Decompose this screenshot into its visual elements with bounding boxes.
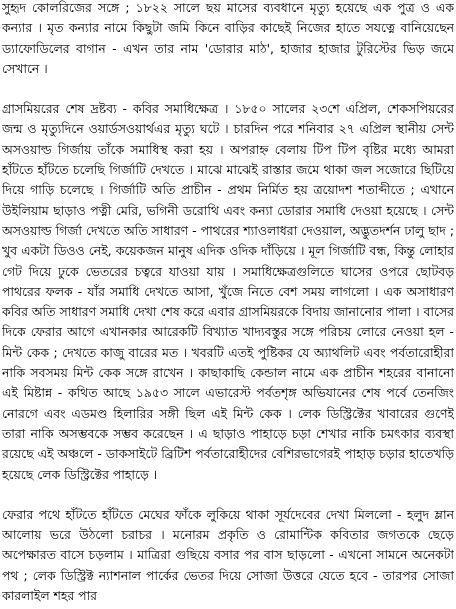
paragraph-dora-field: সুহৃদ কোলরিজের সঙ্গে ; ১৮২২ সালে ছয় মাসের ব্যবধানে মৃত্যু হয়েছে এক পুত্র ও এক কন্যার । মৃত কন্যার নামে কিছুটা জমি কিনে বাড়ির কাছেই নিজের হাতে সযত্নে বানিয়েছেন ড্যাফোডিলের বাগান - এখন তার নাম 'ডোরার মাঠ', হাজার হাজার টুরিস্টের ভিড় জমে সেখানে । bbox=[2, 0, 454, 76]
paragraph-grave: গ্রাসমিয়রের শেষ দ্রষ্টব্য - কবির সমাধিক্ষেত্র । ১৮৫০ সালের ২৩শে এপ্রিল, শেকসপিয়রের জন্ম ও মৃত্যুদিনে ওয়ার্ডসওয়ার্থএর মৃত্যু ঘটে । চারদিন পরে শনিবার ২৭ এপ্রিল স্থানীয় সেন্ট অসওয়াল্ড গির্জায় তাঁকে সমাধিস্থ করা হয় । অপরাহ্ন বেলায় টিপ টিপ বৃষ্টির মধ্যে আমরা হাঁটতে হাঁটতে চলেছি গির্জাটি দেখতে । মাঝে মাঝেই রাস্তার জমে থাকা জল সজোরে ছিটিয়ে দিয়ে গাড়ি চলেছে । গির্জাটি অতি প্রাচীন - প্রথম নির্মিত হয় ত্রয়োদশ শতাব্দীতে ; এখানে উইলিয়াম ছাড়াও পত্নী মেরি, ভগিনী ডরোথি এবং কন্যা ডোরার সমাধি দেওয়া হয়েছে । সেন্ট অসওয়াল্ড গির্জা দেখতে অতি সাধারণ - পাথরের শ্যাওলাধরা দেওয়াল, অদ্ভুতদর্শন ঢালু ছাদ ; খুব একটা ডিওও নেই, কয়েকজন মানুষ এদিক ওদিক দাঁড়িয়ে । মূল গির্জাটি বন্ধ, কিন্তু লোহার গেট দিয়ে ঢুকে ভেতরের চত্বরে যাওয়া যায় । সমাধিক্ষেত্রগুলিতে ঘাসের ওপরে ছোটবড় পাথরের ফলক - যাঁর সমাধি দেখতে আসা, খুঁজে নিতে বেশ সময় লাগলো । এক অসাধারণ কবির অতি সাধারণ সমাধি দেখা শেষ করে এবার গ্রাসমিয়রকে বিদায় জানানোর পালা । বাসের দিকে ফেরার আগে এখানকার আরেকটি বিখ্যাত খাদ্যবস্তুর সঙ্গে পরিচয় লোরে নেওয়া হল - মিন্ট কেক ; দেখতে কাজু বারের মত । খবরটি এতই পুষ্টিকর যে অ্যাথলিট এবং পর্বতারোহীরা নাকি সবসময় মিন্ট কেক সঙ্গে রাখেন । কাছাকাছি কেন্ডাল নামে এক প্রাচীন শহরের বানানো এই মিষ্টান্ন - কথিত আছে ১৯৫৩ সালে এভারেস্ট পর্বতশৃঙ্গ অভিযানের শেষ পর্বে তেনজিং নোরগে এবং এডমণ্ড হিলারির সঙ্গী ছিল এই মিন্ট কেক । লেক ডিস্ট্রিক্টের খাবারের গুণেই তারা নাকি অসম্ভবকে সম্ভব করেছেন । এ ছাড়াও পাহাড়ে চড়া শেখার নাকি চমৎকার ব্যবস্থা রয়েছে এই অঞ্চলে - ডাকসাইটে ব্রিটিশ পর্বতারোহীদের বেশিরভাগেরই পাহাড় চড়ার হাতেখড়ি হয়েছে লেক ডিস্ট্রিক্টের পাহাড়ে । bbox=[2, 101, 454, 482]
document-page bbox=[2, 0, 454, 609]
paragraph-return-journey: ফেরার পথে হাঁটতে হাঁটতে মেঘের ফাঁকে লুকিয়ে থাকা সূর্যদেবের দেখা মিললো - হলুদ ম্লান আলোয় ভরে উঠলো চরাচর । মনোরম প্রকৃতি ও রোমান্টিক কবিতার জগতকে ছেড়ে অপেক্ষারত বাসে চড়লাম । মাত্রিরা গুছিয়ে বসার পর বাস ছাড়লো - এখনো সামনে অনেকটা পথ ; লেক ডিস্ট্রিক্ট ন্যাশনাল পার্কের ভেতর দিয়ে সোজা উত্তরে যেতে হবে - তারপর সোজা কারলাইল শহর পার bbox=[2, 506, 454, 604]
